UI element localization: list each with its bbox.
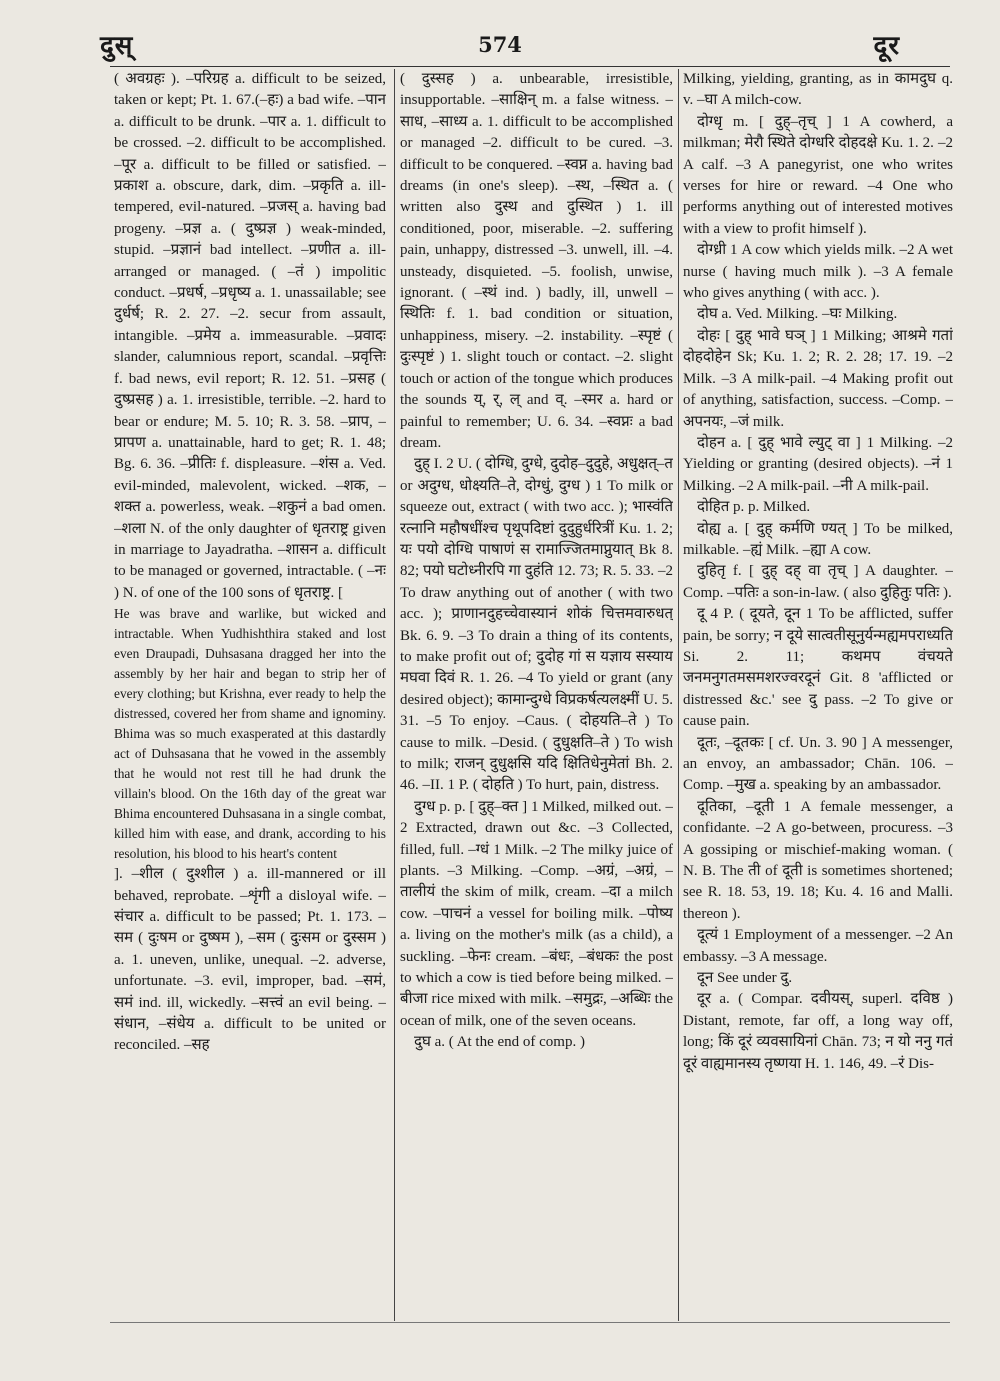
dictionary-entry: दू 4 P. ( दूयते, दून 1 To be afflicted, suffer pain, be sorry; न दूये सात्वतीसूनुर्यन्मह्यमपराध्यति Si. 2. 11; कथमप वंचयते जनमनुगतमसमशरज्वरदूनं Git. 8 'afflicted or distressed &c.' see दु pass. –2 To give or cause pain.	[683, 606, 953, 730]
dictionary-entry: दुहितृ f. [ दुह् दह् वा तृच् ] A daughter. –Comp. –पतिः a son-in-law. ( also दुहितुः पतिः ).	[683, 563, 953, 601]
column-divider	[394, 69, 395, 1321]
page-number: 574	[478, 32, 522, 57]
column-divider	[678, 69, 679, 1321]
dictionary-entry: दोहः [ दुह् भावे घञ् ] 1 Milking; आश्रमे गतां दोहदोहेन Sk; Ku. 1. 2; R. 2. 28; 17. 19. –2 Milk. –3 A milk-pail. –4 Making profit out of anything, satisfaction, success. –Comp. –अपनयः, –जं milk.	[683, 327, 953, 430]
page-bottom-edge	[110, 1322, 950, 1323]
column-text: Milking, yielding, granting, as in कामदुघ q. v. –घा A milch-cow.	[683, 71, 953, 109]
header-rule	[110, 66, 950, 67]
header-left-guideword: दुस्	[100, 31, 134, 61]
page-header	[0, 26, 1000, 68]
dictionary-entry: दूर a. ( Compar. दवीयस्, superl. दविष्ठ ) Distant, remote, far off, a long way off, long; किं दूरं व्यवसायिनां Chān. 73; न यो ननु गतं दूरं वाह्यमानस्य तृष्णया H. 1. 146, 49. –रं Dis-	[683, 991, 953, 1072]
dictionary-entry: दुह् I. 2 U. ( दोग्धि, दुग्धे, दुदोह–दुदुहे, अधुक्षत्–त or अदुग्ध, धोक्ष्यति–ते, दोग्धुं, दुग्ध ) 1 To milk or squeeze out, extract ( with two acc. ); भास्वंति रत्नानि महौषधींश्च पृथूपदिष्टां दुदुहुर्धरित्रीं Ku. 1. 2; यः पयो दोग्धि पाषाणं स रामाज्जितमाप्नुयात् Bk 8. 82; पयो घटोध्नीरपि गा दुहंति 12. 73; R. 5. 33. –2 To draw anything out of another ( with two acc. ); प्राणानदुहच्चेवास्यानं शोकं चित्तमवारुधत् Bk. 6. 9. –3 To drain a thing of its contents, to make profit out of; दुदोह गां स यज्ञाय सस्याय मघवा दिवं R. 1. 26. –4 To yield or grant (any desired object); कामान्दुग्धे विप्रकर्षत्यलक्ष्मीं U. 5. 31. –5 To enjoy. –Caus. ( दोहयति–ते ) To cause to milk. –Desid. ( दुधुक्षति–ते ) To wish to milk; राजन् दुधुक्षसि यदि क्षितिधेनुमेतां Bh. 2. 46. –II. 1 P. ( दोहति ) To hurt, pain, distress.	[400, 456, 673, 794]
dictionary-entry: दोह्य a. [ दुह् कर्मणि ण्यत् ] To be milked, milkable. –ह्यं Milk. –ह्या A cow.	[683, 520, 953, 558]
dictionary-entry: दोघ a. Ved. Milking. –घः Milking.	[697, 306, 898, 323]
column-2	[400, 69, 673, 1319]
column-1	[114, 69, 386, 1319]
dictionary-entry: दोग्ध्री 1 A cow which yields milk. –2 A wet nurse ( having much milk ). –3 A female who gives anything ( with acc. ).	[683, 242, 953, 302]
header-right-guideword: दूर	[873, 31, 900, 61]
dictionary-entry: दोहन a. [ दुह् भावे ल्युट् वा ] 1 Milking. –2 Yielding or granting (desired objects). –नं 1 Milking. –2 A milk-pail. –नी A milk-pail.	[683, 434, 953, 494]
column-text: ( दुस्सह ) a. unbearable, irresistible, insupportable. –साक्षिन् m. a false witness. –साध, –साध्य a. 1. difficult to be accomplished or managed –2. difficult to be cured. –3. difficult to be conquered. –स्वप्न a. having bad dreams (in one's sleep). –स्थ, –स्थित a. ( written also दुस्थ and दुस्थित ) 1. ill conditioned, poor, miserable. –2. suffering pain, unhappy, distressed –3. unwell, ill. –4. unsteady, disquieted. –5. foolish, unwise, ignorant. ( –स्थं ind. ) badly, ill, unwell –स्थितिः f. 1. bad condition or situation, unhappiness, misery. –2. instability. –स्पृष्टं ( दुःस्पृष्टं ) 1. slight touch or contact. –2. slight touch or action of the tongue which produces the sounds य्, र्, ल् and व्. –स्मर a. hard or painful to remember; U. 6. 34. –स्वप्नः a bad dream.	[400, 71, 673, 451]
column-text: ]. –शील ( दुश्शील ) a. ill-mannered or ill behaved, reprobate. –शृंगी a disloyal wife. –संचार a. difficult to be passed; Pt. 1. 173. –सम ( दुःषम or दुष्षम ), –सम ( दुःसम or दुस्सम ) a. 1. uneven, unlike, unequal. –2. adverse, unfortunate. –3. evil, improper, bad. –समं, समं ind. ill, wickedly. –सत्त्वं an evil being. –संधान, –संधेय a. difficult to be united or reconciled. –सह	[114, 866, 386, 1054]
dictionary-entry: दोहित p. p. Milked.	[697, 499, 811, 516]
dictionary-entry: दुग्ध p. p. [ दुह्–क्त ] 1 Milked, milked out. –2 Extracted, drawn out &c. –3 Collected, filled, full. –ग्धं 1 Milk. –2 The milky juice of plants. –3 Milking. –Comp. –अग्रं, –अग्रं, –तालीयं the skim of milk, cream. –दा a milch cow. –पाचनं a vessel for boiling milk. –पोष्य a. living on the mother's milk (as a child), a suckling. –फेनः cream. –बंधः, –बंधकः the post to which a cow is tied before being milked. –बीजा rice mixed with milk. –समुद्रः, –अब्धिः the ocean of milk, one of the seven oceans.	[400, 798, 673, 1029]
dictionary-entry: दूतः, –दूतकः [ cf. Un. 3. 90 ] A messenger, an envoy, an ambassador; Chān. 106. –Comp. –मुख a. speaking by an ambassador.	[683, 734, 953, 794]
dictionary-entry: दूत्यं 1 Employment of a messenger. –2 An embassy. –3 A message.	[683, 927, 953, 965]
dictionary-entry: दुघ a. ( At the end of comp. )	[414, 1034, 585, 1051]
column-note: He was brave and warlike, but wicked and intractable. When Yudhishthira staked and lost even Draupadi, Duhsasana dragged her into the assembly by her hair and began to strip her of every clothing; but Krishna, ever ready to help the distressed, covered her from shame and ignominy. Bhima was so much exasperated at this dastardly act of Duhsasana that he vowed in the assembly that he would not rest till he had drunk the villain's blood. On the 16th day of the great war Bhima encountered Duhsasana in a single combat, killed him with ease, and drank, according to his resolution, his blood to his heart's content	[114, 606, 386, 862]
dictionary-entry: दून See under दु.	[697, 970, 793, 987]
dictionary-entry: दोग्धृ m. [ दुह्–तृच् ] 1 A cowherd, a milkman; मेरौ स्थिते दोग्धरि दोहदक्षे Ku. 1. 2. –2 A calf. –3 A panegyrist, one who writes verses for hire or reward. –4 One who performs anything out of interested motives with a view to profit himself ).	[683, 113, 953, 237]
column-text: ( अवग्रहः ). –परिग्रह a. difficult to be seized, taken or kept; Pt. 1. 67.(–हः) a bad wife. –पान a. difficult to be drunk. –पार a. 1. difficult to be crossed. –2. difficult to be accomplished. –पूर a. difficult to be filled or satisfied. –प्रकाश a. obscure, dark, dim. –प्रकृति a. ill-tempered, evil-natured. –प्रजस् a. having bad progeny. –प्रज्ञ a. ( दुष्प्रज्ञ ) weak-minded, stupid. –प्रज्ञानं bad intellect. –प्रणीत a. ill-arranged or managed. ( –तं ) impolitic conduct. –प्रधर्ष, –प्रधृष्य a. 1. unassailable; see दुर्धर्ष; R. 2. 27. –2. secur from assault, intangible. –प्रमेय a. immeasurable. –प्रवादः slander, calumnious report, scandal. –प्रवृत्तिः f. bad news, evil report; R. 12. 51. –प्रसह ( दुष्प्रसह ) a. 1. irresistible, terrible. –2. hard to bear or endure; M. 5. 10; R. 3. 58. –प्राप, –प्रापण a. unattainable, hard to get; R. 1. 48; Bg. 6. 36. –प्रीतिः f. displeasure. –शंस a. Ved. evil-minded, malevolent, wicked. –शक, –शक्त a. powerless, weak. –शकुनं a bad omen. –शला N. of the only daughter of धृतराष्ट्र given in marriage to Jayadratha. –शासन a. difficult to be managed or governed, intractable. ( –नः ) N. of one of the 100 sons of धृतराष्ट्र. [	[114, 71, 386, 601]
column-3	[683, 69, 953, 1319]
dictionary-entry: दूतिका, –दूती 1 A female messenger, a confidante. –2 A go-between, procuress. –3 A gossiping or mischief-making woman. ( N. B. The ती of दूती is sometimes shortened; see R. 18. 53, 19. 18; Ku. 4. 16 and Malli. thereon ).	[683, 798, 953, 922]
